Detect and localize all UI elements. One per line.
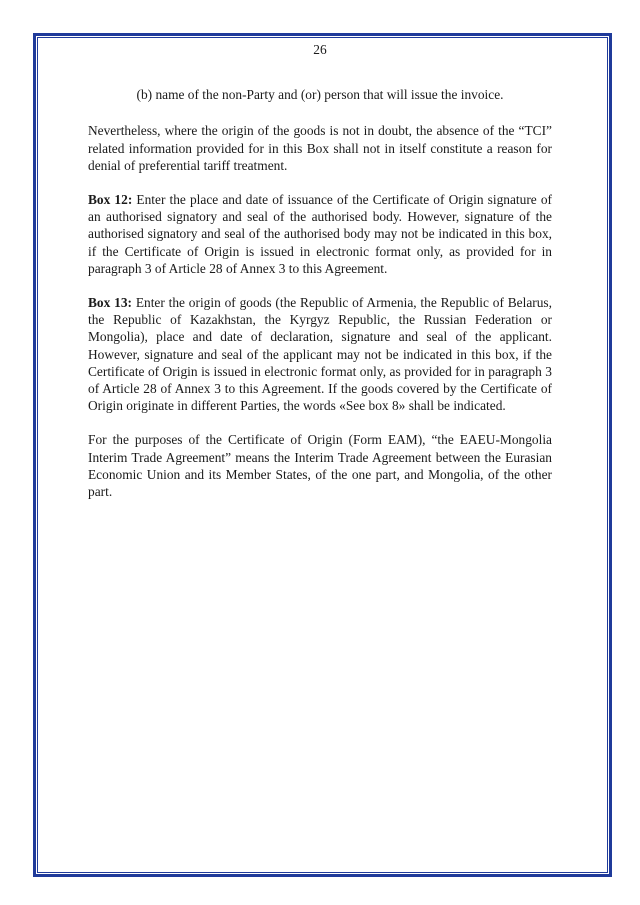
box-12-text: Enter the place and date of issuance of the Certificate of Origin signature of an authorised signatory and seal of the authorised body. However, signature of the authorised signatory and seal of the authorised body may not be indicated in this box, if the Certificate of Origin is issued in electronic format only, as provided for in paragraph 3 of Article 28 of Annex 3 to this Agreement. xyxy=(88,192,552,276)
document-body xyxy=(88,36,552,517)
paragraph-nevertheless: Nevertheless, where the origin of the goods is not in doubt, the absence of the “TCI” related information provided for in this Box shall not in itself constitute a reason for denial of preferential tariff treatment. xyxy=(88,123,552,173)
box-13-label: Box 13: xyxy=(88,295,132,311)
page-number: 26 xyxy=(313,42,327,57)
paragraph-purposes: For the purposes of the Certificate of Origin (Form EAM), “the EAEU-Mongolia Interim Trade Agreement” means the Interim Trade Agreement between the Eurasian Economic Union and its Member States, of the one part, and Mongolia, of the other part. xyxy=(88,432,552,500)
paragraph-box-12 xyxy=(88,191,552,277)
box-13-text: Enter the origin of goods (the Republic of Armenia, the Republic of Belarus, the Republic of Kazakhstan, the Kyrgyz Republic, the Russian Federation or Mongolia), place and date of declaration, signature and seal of the applicant. However, signature and seal of the applicant may not be indicated in this box, if the Certificate of Origin is issued in electronic format only, as provided for in paragraph 3 of Article 28 of Annex 3 to this Agreement. If the goods covered by the Certificate of Origin originate in different Parties, the words «See box 8» shall be indicated. xyxy=(88,295,552,414)
paragraph-box-13 xyxy=(88,294,552,414)
list-item-b: (b) name of the non-Party and (or) person that will issue the invoice. xyxy=(136,87,504,103)
box-12-label: Box 12: xyxy=(88,192,133,208)
